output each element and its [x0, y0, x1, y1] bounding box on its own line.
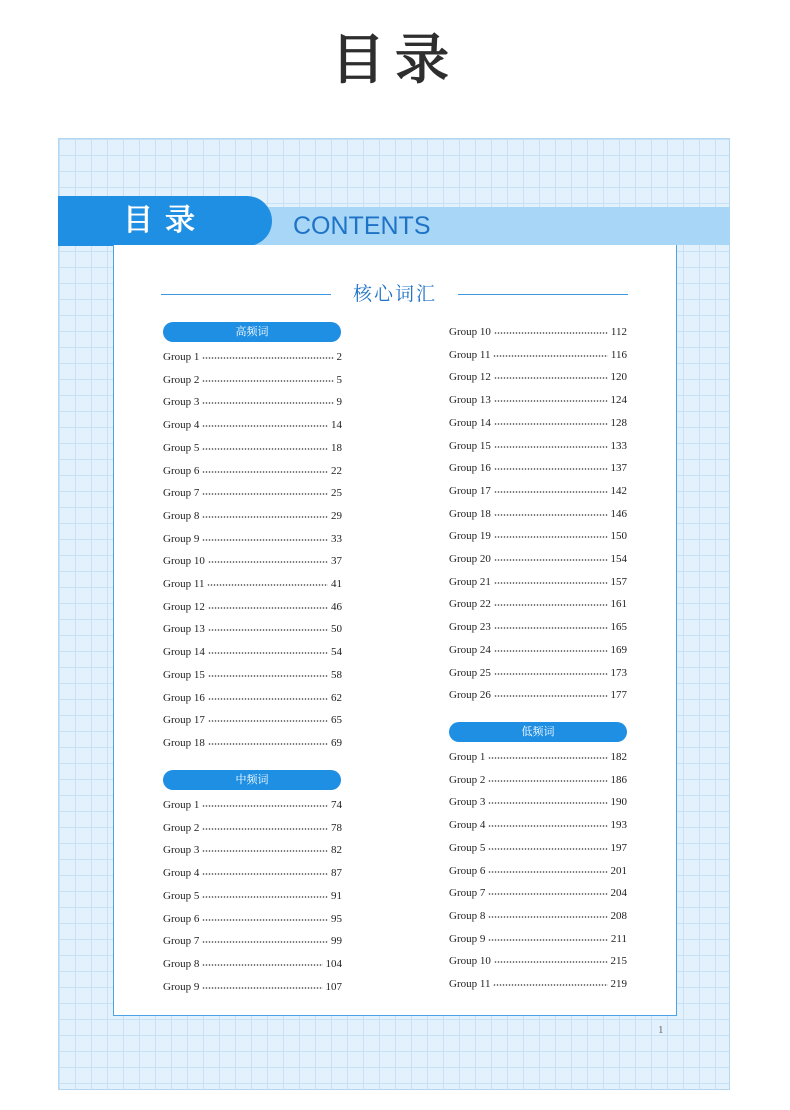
dot-leader [202, 357, 333, 359]
toc-entry-label: Group 7 [449, 887, 486, 900]
toc-entry-label: Group 3 [163, 844, 200, 857]
toc-entry-label: Group 12 [449, 371, 491, 384]
dot-leader [202, 873, 328, 875]
dot-leader [488, 825, 607, 827]
toc-entry [449, 438, 627, 454]
toc-entry [163, 979, 342, 995]
toc-entry [449, 840, 627, 856]
toc-entry [163, 956, 342, 972]
toc-entry [163, 576, 342, 592]
toc-entry-page: 14 [331, 419, 342, 432]
toc-entry-label: Group 18 [449, 507, 491, 520]
toc-entry-label: Group 5 [449, 841, 486, 854]
dot-leader [488, 757, 607, 759]
toc-entry [449, 687, 627, 703]
toc-entry-label: Group 13 [163, 623, 205, 636]
toc-entry-label: Group 1 [449, 751, 486, 763]
toc-entry-page: 142 [610, 484, 627, 497]
toc-entry [163, 599, 342, 615]
dot-leader [207, 584, 328, 586]
toc-entry [449, 483, 627, 499]
section-title-rule-right [458, 294, 628, 295]
dot-leader [494, 961, 608, 963]
dot-leader [494, 650, 608, 652]
toc-entry [163, 667, 342, 683]
dot-leader [202, 919, 328, 921]
page-number: 1 [658, 1024, 664, 1036]
toc-entry-label: Group 7 [163, 487, 200, 500]
toc-entry-page: 173 [610, 666, 627, 679]
toc-entry-page: 99 [331, 935, 342, 948]
dot-leader [202, 448, 328, 450]
toc-entry [163, 797, 342, 813]
toc-entry [449, 324, 627, 340]
toc-entry-label: Group 2 [163, 821, 200, 834]
toc-entry-page: 116 [610, 348, 627, 361]
toc-entry-page: 190 [610, 796, 627, 809]
toc-entry-label: Group 9 [163, 980, 200, 993]
toc-entry-label: Group 24 [449, 643, 491, 656]
toc-entry-page: 29 [331, 509, 342, 522]
toc-entry-label: Group 9 [449, 932, 486, 945]
dot-leader [208, 561, 328, 563]
section-title: 核心词汇 [352, 283, 437, 305]
toc-entry-label: Group 15 [163, 668, 205, 681]
dot-leader [494, 604, 608, 606]
toc-entry-label: Group 25 [449, 666, 491, 679]
toc-entry-label: Group 5 [163, 889, 200, 902]
toc-entry-label: Group 16 [163, 691, 205, 704]
toc-entry-page: 50 [331, 623, 342, 636]
toc-entry-label: Group 19 [449, 530, 491, 543]
toc-entry-page: 54 [331, 646, 342, 659]
toc-entry [449, 369, 627, 385]
dot-leader [494, 400, 608, 402]
toc-entry-label: Group 17 [163, 714, 205, 727]
toc-entry [163, 933, 342, 949]
toc-entry-label: Group 3 [449, 796, 486, 809]
toc-entry [163, 888, 342, 904]
toc-entry-label: Group 13 [449, 394, 491, 407]
toc-entry-page: 82 [331, 844, 342, 857]
toc-entry [449, 415, 627, 431]
toc-entry-page: 211 [610, 932, 627, 945]
toc-entry-page: 58 [331, 668, 342, 681]
toc-entry-label: Group 3 [163, 396, 200, 409]
toc-entry [449, 794, 627, 810]
toc-entry-page: 219 [610, 978, 627, 990]
dot-leader [208, 720, 328, 722]
toc-entry-label: Group 23 [449, 621, 491, 634]
dot-leader [494, 536, 608, 538]
toc-entry [449, 551, 627, 567]
toc-entry [163, 553, 342, 569]
section-title-rule-left [161, 294, 331, 295]
toc-entry [163, 865, 342, 881]
dot-leader [488, 848, 607, 850]
toc-entry-label: Group 4 [163, 867, 200, 880]
toc-entry-label: Group 8 [163, 509, 200, 522]
toc-entry-page: 201 [610, 864, 627, 877]
dot-leader [494, 514, 608, 516]
toc-entry-page: 5 [336, 373, 342, 386]
toc-entry [449, 506, 627, 522]
toc-entry [163, 349, 342, 365]
toc-entry-page: 112 [610, 326, 627, 338]
toc-entry [449, 460, 627, 476]
dot-leader [493, 984, 607, 986]
toc-entry-label: Group 1 [163, 351, 200, 363]
toc-entry [163, 531, 342, 547]
dot-leader [208, 607, 328, 609]
toc-entry-label: Group 9 [163, 532, 200, 545]
toc-entry [449, 953, 627, 969]
toc-entry [449, 885, 627, 901]
toc-entry-page: 124 [610, 394, 627, 407]
toc-entry-page: 204 [610, 887, 627, 900]
page-heading: 目录 [331, 28, 459, 91]
group-label-high: 高频词 [163, 322, 341, 342]
toc-entry-label: Group 7 [163, 935, 200, 948]
toc-entry-label: Group 10 [163, 555, 205, 568]
toc-entry-page: 157 [610, 575, 627, 588]
toc-entry-page: 137 [610, 462, 627, 475]
group-label-low: 低频词 [449, 722, 627, 742]
dot-leader [488, 871, 607, 873]
toc-entry [163, 735, 342, 751]
toc-entry-page: 177 [610, 689, 627, 702]
banner-title: 目录 [123, 203, 207, 238]
contents-banner-tab [58, 196, 272, 246]
dot-leader [488, 893, 607, 895]
toc-entry [163, 911, 342, 927]
dot-leader [494, 446, 608, 448]
toc-entry-page: 208 [610, 909, 627, 922]
dot-leader [202, 471, 328, 473]
toc-entry-page: 104 [325, 957, 342, 970]
toc-entry-label: Group 15 [449, 439, 491, 452]
dot-leader [488, 916, 607, 918]
toc-entry [449, 619, 627, 635]
toc-entry-page: 69 [331, 736, 342, 749]
toc-entry-page: 78 [331, 821, 342, 834]
dot-leader [202, 402, 333, 404]
toc-entry-label: Group 22 [449, 598, 491, 611]
toc-entry [163, 690, 342, 706]
toc-entry-label: Group 11 [449, 978, 491, 990]
dot-leader [202, 425, 328, 427]
toc-entry [163, 621, 342, 637]
toc-entry-page: 41 [331, 578, 342, 590]
dot-leader [494, 559, 608, 561]
toc-entry [449, 931, 627, 947]
dot-leader [208, 675, 328, 677]
toc-entry-label: Group 6 [163, 912, 200, 925]
toc-entry [163, 417, 342, 433]
toc-entry-page: 9 [336, 396, 342, 409]
toc-entry-page: 91 [331, 889, 342, 902]
toc-entry-page: 128 [610, 416, 627, 429]
toc-entry-page: 120 [610, 371, 627, 384]
dot-leader [488, 939, 608, 941]
toc-entry [449, 392, 627, 408]
dot-leader [494, 582, 608, 584]
banner-subtitle: CONTENTS [293, 212, 431, 240]
toc-entry [449, 908, 627, 924]
toc-entry-page: 65 [331, 714, 342, 727]
toc-entry-label: Group 10 [449, 955, 491, 968]
dot-leader [494, 673, 608, 675]
toc-entry [449, 817, 627, 833]
toc-entry-page: 74 [331, 799, 342, 811]
toc-entry-label: Group 2 [449, 773, 486, 786]
dot-leader [208, 629, 328, 631]
toc-entry-page: 193 [610, 819, 627, 832]
toc-entry [163, 463, 342, 479]
toc-entry [163, 485, 342, 501]
toc-entry-label: Group 1 [163, 799, 200, 811]
group-label-mid: 中频词 [163, 770, 341, 790]
toc-entry-page: 150 [610, 530, 627, 543]
dot-leader [202, 516, 328, 518]
dot-leader [494, 491, 608, 493]
toc-entry-page: 107 [325, 980, 342, 993]
toc-entry-page: 169 [610, 643, 627, 656]
toc-entry-label: Group 26 [449, 689, 491, 702]
toc-entry [449, 528, 627, 544]
toc-entry-page: 46 [331, 600, 342, 613]
toc-entry-page: 133 [610, 439, 627, 452]
toc-entry-label: Group 10 [449, 326, 491, 338]
toc-entry [449, 347, 627, 363]
toc-entry-page: 161 [610, 598, 627, 611]
toc-entry-label: Group 6 [449, 864, 486, 877]
toc-entry-page: 18 [331, 441, 342, 454]
toc-entry-label: Group 21 [449, 575, 491, 588]
toc-entry-label: Group 6 [163, 464, 200, 477]
toc-entry [449, 863, 627, 879]
dot-leader [202, 896, 328, 898]
dot-leader [493, 355, 607, 357]
dot-leader [202, 539, 328, 541]
toc-entry [449, 976, 627, 992]
toc-entry [449, 642, 627, 658]
toc-entry [449, 749, 627, 765]
dot-leader [202, 805, 328, 807]
toc-entry-label: Group 17 [449, 484, 491, 497]
dot-leader [494, 627, 608, 629]
dot-leader [202, 941, 328, 943]
toc-entry-page: 95 [331, 912, 342, 925]
toc-entry-page: 215 [610, 955, 627, 968]
dot-leader [488, 802, 607, 804]
dot-leader [494, 423, 608, 425]
toc-entry [163, 440, 342, 456]
dot-leader [202, 964, 322, 966]
toc-entry-page: 62 [331, 691, 342, 704]
toc-entry-page: 154 [610, 553, 627, 565]
toc-entry [449, 665, 627, 681]
toc-entry-label: Group 14 [163, 646, 205, 659]
toc-entry-page: 197 [610, 841, 627, 854]
dot-leader [494, 377, 608, 379]
toc-entry-page: 33 [331, 532, 342, 545]
toc-entry-label: Group 4 [163, 419, 200, 432]
dot-leader [208, 743, 328, 745]
dot-leader [494, 332, 608, 334]
toc-entry-page: 25 [331, 487, 342, 500]
toc-entry [163, 372, 342, 388]
toc-entry-label: Group 5 [163, 441, 200, 454]
toc-entry-page: 146 [610, 507, 627, 520]
toc-entry-page: 165 [610, 621, 627, 634]
dot-leader [202, 828, 328, 830]
toc-entry-label: Group 8 [163, 957, 200, 970]
toc-entry-page: 22 [331, 464, 342, 477]
toc-entry-label: Group 12 [163, 600, 205, 613]
toc-entry-label: Group 16 [449, 462, 491, 475]
toc-entry-label: Group 11 [449, 348, 491, 361]
toc-entry [449, 772, 627, 788]
dot-leader [208, 652, 328, 654]
toc-entry [163, 508, 342, 524]
dot-leader [208, 698, 328, 700]
toc-entry-label: Group 14 [449, 416, 491, 429]
toc-entry-label: Group 20 [449, 553, 491, 565]
dot-leader [488, 780, 607, 782]
dot-leader [202, 850, 328, 852]
toc-entry [163, 644, 342, 660]
toc-entry-page: 186 [610, 773, 627, 786]
dot-leader [202, 987, 322, 989]
toc-entry-label: Group 18 [163, 736, 205, 749]
toc-entry-label: Group 2 [163, 373, 200, 386]
toc-entry-label: Group 4 [449, 819, 486, 832]
toc-entry-label: Group 11 [163, 578, 205, 590]
dot-leader [494, 468, 608, 470]
toc-entry [163, 820, 342, 836]
toc-entry [163, 712, 342, 728]
toc-entry-page: 2 [336, 351, 342, 363]
toc-entry-page: 37 [331, 555, 342, 568]
toc-entry-label: Group 8 [449, 909, 486, 922]
toc-entry [449, 596, 627, 612]
dot-leader [202, 493, 328, 495]
dot-leader [202, 380, 333, 382]
toc-entry [163, 394, 342, 410]
toc-entry [163, 842, 342, 858]
toc-entry-page: 87 [331, 867, 342, 880]
toc-entry [449, 574, 627, 590]
toc-entry-page: 182 [610, 751, 627, 763]
dot-leader [494, 695, 608, 697]
